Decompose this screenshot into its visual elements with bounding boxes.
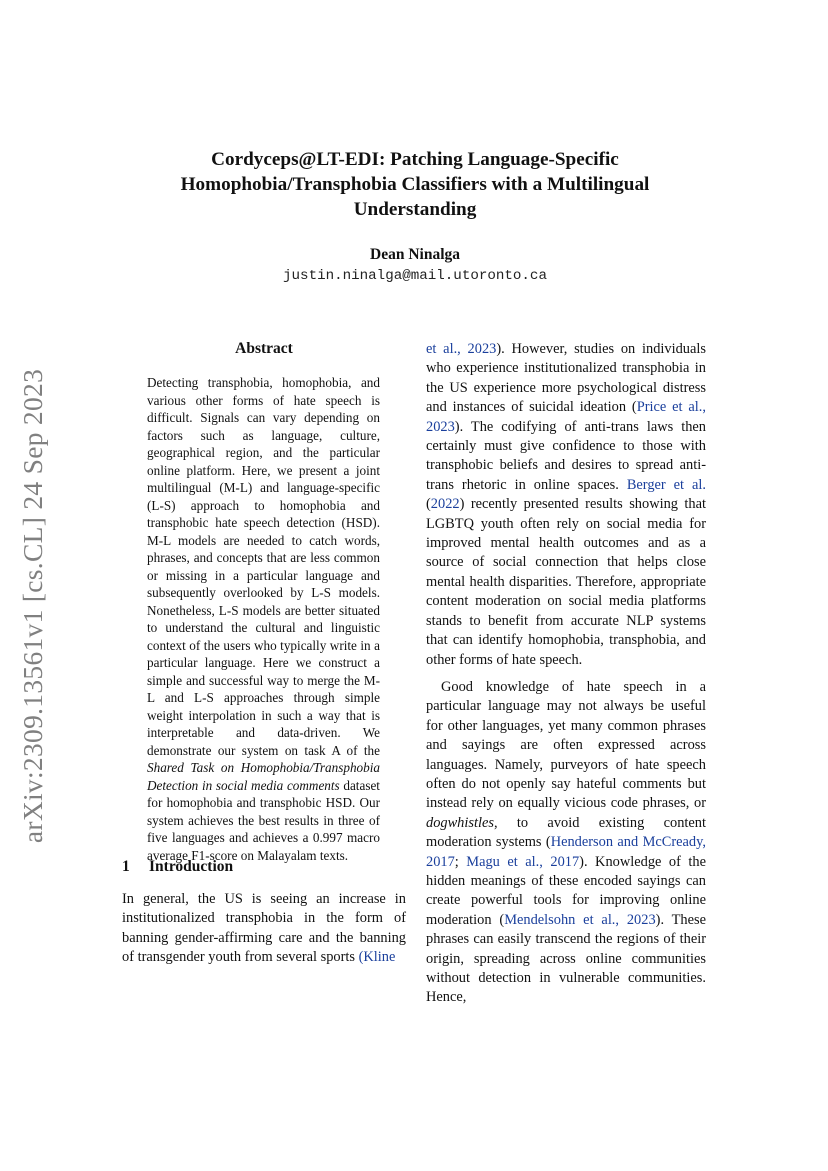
citation-kline-cont-link[interactable]: et al., 2023 [426, 341, 497, 357]
section-title: Introduction [149, 858, 234, 875]
citation-price-link[interactable]: Price et al., 2023 [426, 399, 706, 435]
paragraph-text: ). However, studies on individuals who experience institutionalized transphobia in the US experience more psychological distress and instances of suicidal ideation ( [426, 341, 706, 416]
paragraph-text: ). Knowledge of the hidden meanings of these encoded sayings can create powerful tools for improving online moderation ( [426, 853, 706, 928]
abstract-text-part-2: dataset for homophobia and transphobic HSD. Our system achieves the best results in three of five languages and achieves a 0.997 macro average F1-score on Malayalam texts. [147, 777, 380, 863]
author-name: Dean Ninalga [370, 246, 460, 263]
citation-berger-link[interactable]: Berger et al. [626, 476, 706, 493]
paragraph-text: ) recently presented results showing that LGBTQ youth often rely on social media for improved mental health outcomes and as a source of social connection that helps close mental health disparities. Therefore, appropriate content moderation on social media platforms stands to benefit from accurate NLP systems that can identify homophobia, transphobia, and other forms of hate speech. [426, 496, 706, 668]
arxiv-identifier-stamp [14, 364, 52, 848]
dogwhistles-term: dogwhistles [426, 814, 494, 831]
right-column [426, 340, 706, 1008]
citation-henderson-link[interactable]: Henderson and McCready, 2017 [426, 834, 706, 870]
abstract-dataset-name: Shared Task on Homophobia/Transphobia Detection in social media comments [147, 760, 380, 793]
author-email: justin.ninalga@mail.utoronto.ca [283, 268, 547, 284]
citation-magu-link[interactable]: Magu et al., 2017 [466, 853, 580, 870]
citation-berger-year-link[interactable]: 2022 [430, 496, 460, 513]
intro-text: In general, the US is seeing an increase in institutionalized transphobia in the form of banning gender-affirming care and the banning of transgender youth from several sports [122, 891, 406, 966]
paragraph-text: Good knowledge of hate speech in a particular language may not always be useful for other languages, yet many common phrases and sayings are often expressed across languages. Namely, purveyors of hate speech often do not openly say hateful comments but instead rely on equally vicious code phrases, or [426, 678, 706, 812]
abstract-heading: Abstract [235, 340, 293, 357]
abstract-body [147, 374, 380, 864]
paragraph-text: ; [454, 853, 467, 870]
paragraph-text: ). These phrases can easily transcend the regions of their origin, spreading across online communities without detection in vulnerable communities. Hence, [426, 911, 707, 1006]
paragraph-text: , to avoid existing content moderation systems ( [426, 814, 706, 851]
arxiv-stamp-text: arXiv:2309.13561v1 [cs.CL] 24 Sep 2023 [17, 368, 48, 844]
section-heading-introduction [122, 857, 406, 877]
section-number: 1 [122, 858, 130, 875]
abstract-text-part-1: Detecting transphobia, homophobia, and various other forms of hate speech is difficult. Signals can vary depending on factors such as language, culture, geographical region, and the particular online platform. Here, we present a joint multilingual (M-L) and language-specific (L-S) approach to homophobia and transphobic hate speech detection (HSD). M-L models are needed to catch words, phrases, and concepts that are less common or missing in a particular language and subsequently overlooked by L-S models. Nonetheless, L-S models are better situated to understand the cultural and linguistic context of the users who typically write in a particular language. Here we construct a simple and successful way to merge the M-L and L-S approaches through simple weight interpolation in such a way that is interpretable and data-driven. We demonstrate our system on task A of the [147, 375, 380, 758]
introduction-paragraph-1 [122, 890, 406, 968]
paragraph-text: ( [426, 496, 431, 513]
citation-kline-link[interactable]: (Kline [358, 949, 396, 966]
right-column-paragraph-1 [426, 340, 706, 670]
paper-title: Cordyceps@LT-EDI: Patching Language-Specific Homophobia/Transphobia Classifiers with a Multilingual Understanding [180, 149, 650, 220]
citation-mendelsohn-link[interactable]: Mendelsohn et al., 2023 [504, 911, 656, 928]
right-column-paragraph-2 [426, 678, 706, 1008]
paragraph-text: ). The codifying of anti-trans laws then certainly must give confidence to those with transphobic beliefs and desires to spread anti-trans rhetoric in online spaces. [426, 418, 706, 493]
